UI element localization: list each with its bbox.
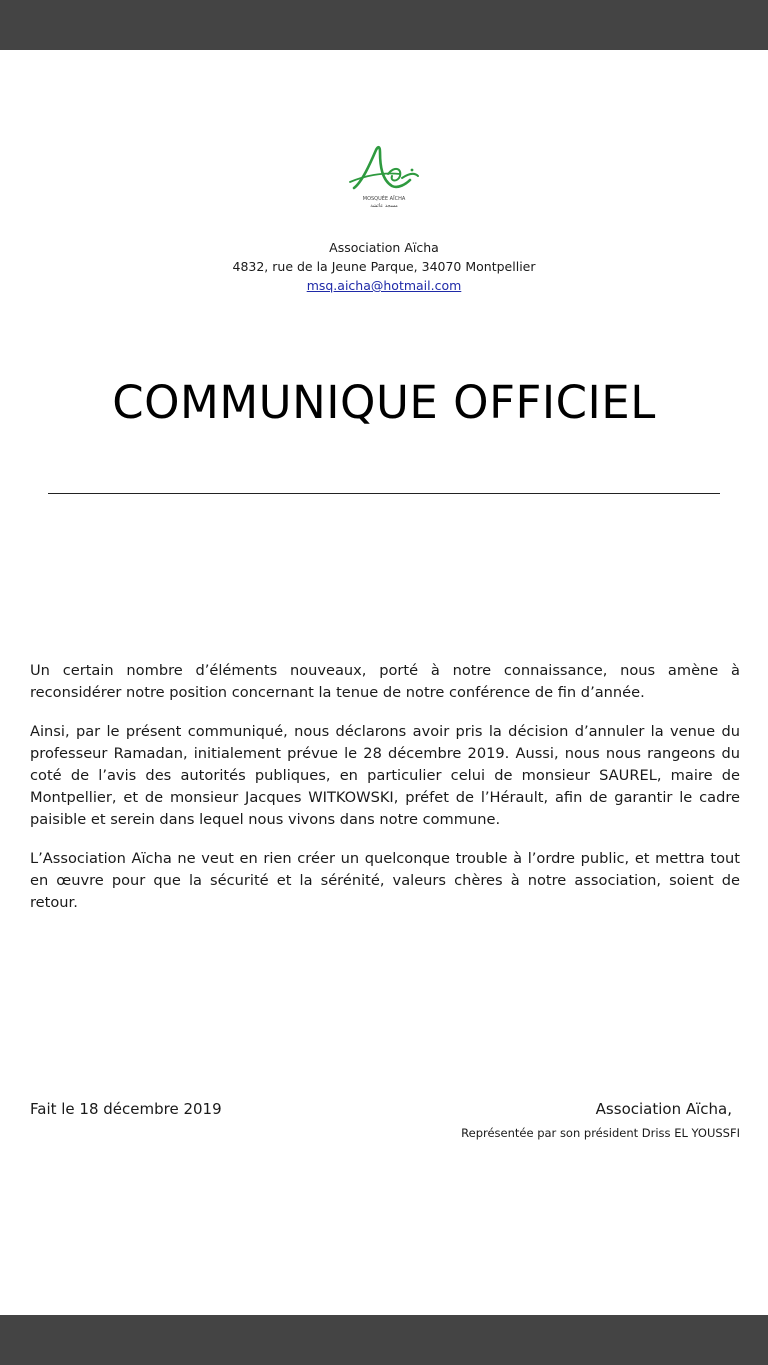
bottom-bar — [0, 1315, 768, 1365]
signature-organization: Association Aïcha, — [595, 1100, 732, 1118]
communique-body — [30, 660, 740, 931]
association-name: Association Aïcha — [329, 240, 439, 255]
signature-date: Fait le 18 décembre 2019 — [30, 1100, 222, 1118]
association-logo — [340, 142, 428, 214]
title-divider — [48, 493, 720, 494]
signature-representative: Représentée par son président Driss EL YOUSSFI — [461, 1126, 740, 1140]
logo-caption-arabic: مسجد عائشة — [370, 203, 398, 209]
logo-caption-latin: MOSQUÉE AÏCHA — [362, 196, 406, 202]
paragraph: L’Association Aïcha ne veut en rien créer un quelconque trouble à l’ordre public, et mettra tout en œuvre pour que la sécurité et la sérénité, valeurs chères à notre association, soient de retour. — [30, 850, 740, 911]
email-link[interactable]: msq.aicha@hotmail.com — [306, 278, 462, 293]
letterhead — [0, 238, 768, 295]
calligraphy-logo-icon — [340, 142, 428, 200]
association-address: 4832, rue de la Jeune Parque, 34070 Montpellier — [232, 259, 536, 274]
top-bar — [0, 0, 768, 50]
paragraph: Un certain nombre d’éléments nouveaux, porté à notre connaissance, nous amène à reconsidérer notre position concernant la tenue de notre conférence de fin d’année. — [30, 662, 740, 701]
page-title: COMMUNIQUE OFFICIEL — [112, 376, 656, 429]
paragraph: Ainsi, par le présent communiqué, nous déclarons avoir pris la décision d’annuler la venue du professeur Ramadan, initialement prévue le 28 décembre 2019. Aussi, nous nous rangeons du coté de l’avis des autorités publiques, en particulier celui de monsieur SAUREL, maire de Montpellier, et de monsieur Jacques WITKOWSKI, préfet de l’Hérault, afin de garantir le cadre paisible et serein dans lequel nous vivons dans notre commune. — [30, 723, 740, 828]
